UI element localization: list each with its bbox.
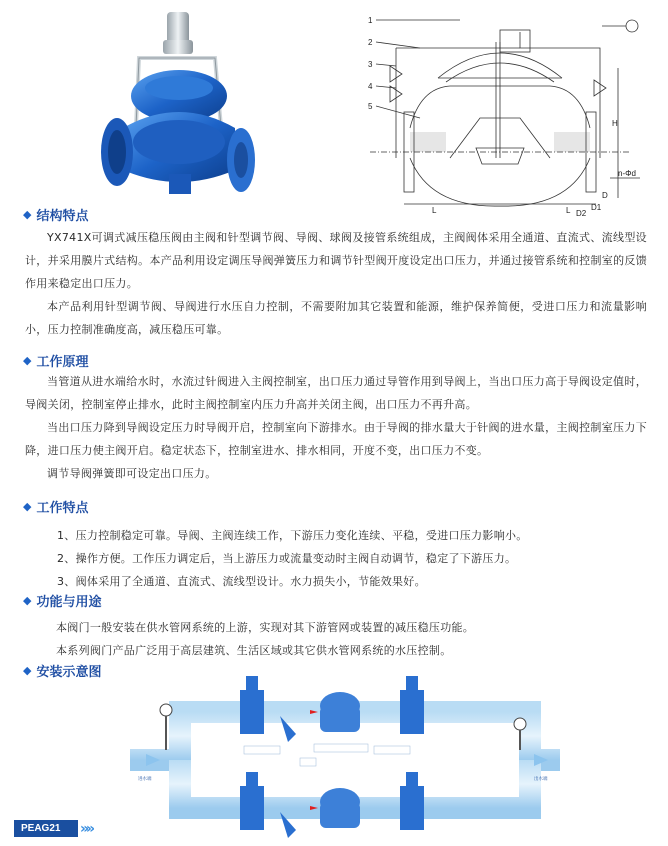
diamond-bullet-icon: ◆ xyxy=(23,593,32,607)
installation-diagram xyxy=(130,672,560,840)
structure-paragraph-2: 本产品利用针型调节阀、导阀进行水压自力控制，不需要附加其它装置和能源，维护保养简便，受进口压力和流量影响小，压力控制准确度高，减压稳压可靠。 xyxy=(25,300,647,336)
valve-section-drawing xyxy=(350,8,650,216)
diamond-bullet-icon: ◆ xyxy=(23,499,32,513)
page-code-tag xyxy=(14,820,78,837)
diamond-bullet-icon: ◆ xyxy=(23,663,32,677)
principle-paragraph-2: 当出口压力降到导阀设定压力时导阀开启，控制室向下游排水。由于导阀的排水量大于针阀的进水量，主阀控制室压力下降，进口压力使主阀开启。稳定状态下，控制室进水、排水相同，开度不变，出口压力不变。 xyxy=(25,421,647,457)
principle-paragraph-1: 当管道从进水端给水时，水流过针阀进入主阀控制室，出口压力通过导管作用到导阀上，当出口压力高于导阀设定值时，导阀关闭，控制室停止排水，此时主阀控制室内压力升高并关闭主阀，出口压力不再升高。 xyxy=(25,375,647,411)
drawing-number-5: 5 xyxy=(368,102,373,111)
outlet-label: 出水端 xyxy=(534,776,548,781)
diamond-bullet-icon: ◆ xyxy=(23,353,32,367)
function-paragraph-2: 本系列阀门产品广泛用于高层建筑、生活区域或其它供水管网系统的水压控制。 xyxy=(56,644,452,657)
valve-photo xyxy=(95,10,265,202)
function-paragraph-1: 本阀门一般安装在供水管网系统的上游，实现对其下游管网或装置的减压稳压功能。 xyxy=(56,621,475,634)
install-title: 安装示意图 xyxy=(36,664,102,680)
drawing-number-2: 2 xyxy=(368,38,373,47)
principle-paragraph-3: 调节导阀弹簧即可设定出口压力。 xyxy=(47,467,217,480)
chevron-right-icon: »» xyxy=(80,820,93,837)
dim-L-right: L xyxy=(566,206,571,215)
principle-body xyxy=(25,370,647,485)
features-heading xyxy=(23,497,88,515)
dim-H: H xyxy=(612,119,618,128)
principle-heading xyxy=(23,351,88,369)
dim-nd: n-Φd xyxy=(618,169,636,178)
function-heading xyxy=(23,591,101,609)
drawing-number-1: 1 xyxy=(368,16,373,25)
dim-D2: D2 xyxy=(576,209,587,216)
dim-D1: D1 xyxy=(591,203,602,212)
dim-L-left: L xyxy=(432,206,437,215)
inlet-label: 进水端 xyxy=(138,776,152,781)
principle-title: 工作原理 xyxy=(36,354,89,370)
diamond-bullet-icon: ◆ xyxy=(23,207,32,221)
drawing-number-3: 3 xyxy=(368,60,373,69)
dim-D: D xyxy=(602,191,608,200)
structure-paragraph-1: YX741X可调式减压稳压阀由主阀和针型调节阀、导阀、球阀及接管系统组成，主阀阀体采用全通道、直流式、流线型设计，并采用膜片式结构。本产品利用设定调压导阀弹簧压力和调节针型阀开度设定出口压力，并通过接管系统和控制室的反馈作用来稳定出口压力。 xyxy=(25,231,647,290)
feature-item-2: 2、操作方便。工作压力调定后，当上游压力或流量变动时主阀自动调节，稳定了下游压力。 xyxy=(57,552,517,565)
drawing-number-4: 4 xyxy=(368,82,373,91)
structure-body xyxy=(25,226,647,341)
features-title: 工作特点 xyxy=(36,500,89,516)
structure-heading xyxy=(23,205,88,223)
feature-item-1: 1、压力控制稳定可靠。导阀、主阀连续工作，下游压力变化连续、平稳，受进口压力影响小。 xyxy=(57,529,528,542)
feature-item-3: 3、阀体采用了全通道、直流式、流线型设计。水力损失小，节能效果好。 xyxy=(57,575,426,588)
page-code: PEAG21 xyxy=(21,823,61,834)
install-heading xyxy=(23,661,101,679)
function-title: 功能与用途 xyxy=(36,594,102,610)
structure-title: 结构特点 xyxy=(36,208,89,224)
